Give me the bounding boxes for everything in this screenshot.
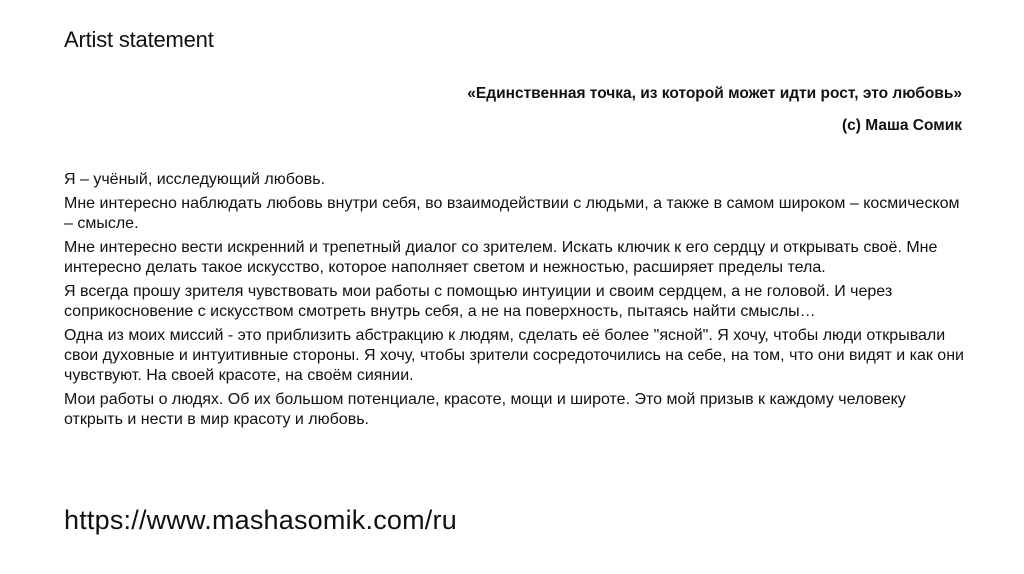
quote-text: «Единственная точка, из которой может идти рост, это любовь» xyxy=(467,85,962,102)
statement-paragraph: Я всегда прошу зрителя чувствовать мои работы с помощью интуиции и своим сердцем, а не головой. И через соприкосновение с искусством смотреть внутрь себя, а не на поверхность, пытаясь найти смыслы… xyxy=(64,283,893,320)
epigraph-quote xyxy=(467,84,962,136)
statement-paragraph: Мои работы о людях. Об их большом потенциале, красоте, мощи и широте. Это мой призыв к каждому человеку открыть и нести в мир красоту и любовь. xyxy=(64,391,906,428)
statement-paragraph: Одна из моих миссий - это приблизить абстракцию к людям, сделать её более "ясной". Я хочу, чтобы люди открывали свои духовные и интуитивные стороны. Я хочу, чтобы зрители сосредоточились на себе, на том, что они видят и как они чувствуют. На своей красоте, на своём сиянии. xyxy=(64,327,964,384)
statement-body xyxy=(64,170,964,434)
statement-paragraph: Мне интересно вести искренний и трепетный диалог со зрителем. Искать ключик к его сердцу и открывать своё. Мне интересно делать такое искусство, которое наполняет светом и нежностью, расширяет пределы тела. xyxy=(64,239,938,276)
quote-author: (с) Маша Сомик xyxy=(841,117,962,134)
slide-title: Artist statement xyxy=(64,27,214,52)
statement-paragraph: Мне интересно наблюдать любовь внутри себя, во взаимодействии с людьми, а также в самом широком – космическом – смысле. xyxy=(64,195,960,232)
website-link[interactable]: https://www.mashasomik.com/ru xyxy=(64,505,457,535)
statement-paragraph: Я – учёный, исследующий любовь. xyxy=(64,171,326,188)
